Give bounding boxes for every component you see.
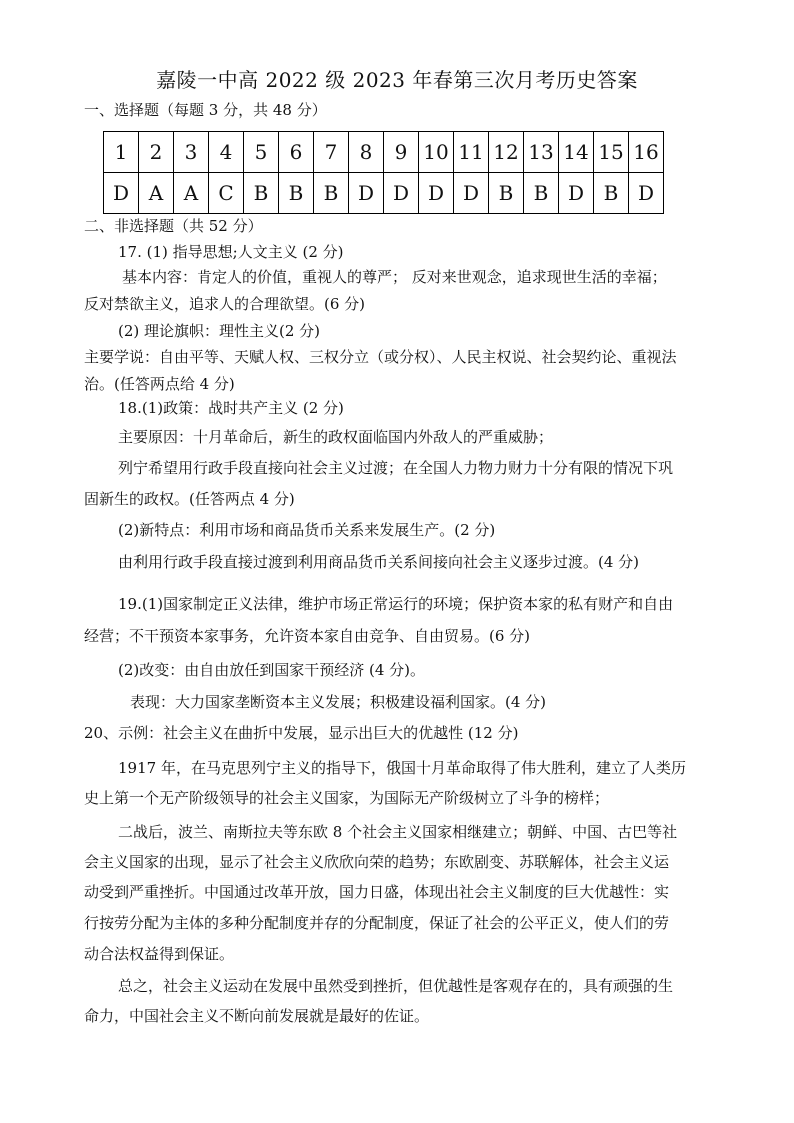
answer-cell: B — [594, 173, 629, 214]
answer-line: 二战后，波兰、南斯拉夫等东欧 8 个社会主义国家相继建立；朝鲜、中国、古巴等社 — [118, 823, 678, 841]
answer-line: 动合法权益得到保证。 — [84, 945, 235, 963]
answer-cell: D — [349, 173, 384, 214]
answer-line: 主要学说：自由平等、天赋人权、三权分立（或分权）、人民主权说、社会契约论、重视法 — [84, 348, 677, 366]
answer-cell: D — [384, 173, 419, 214]
answer-cell: D — [559, 173, 594, 214]
section-essay-heading: 二、非选择题（共 52 分） — [84, 217, 263, 235]
answer-cell: B — [279, 173, 314, 214]
answer-cell: D — [419, 173, 454, 214]
answer-cell: D — [454, 173, 489, 214]
answer-cell: D — [629, 173, 664, 214]
page-title: 嘉陵一中高 2022 级 2023 年春第三次月考历史答案 — [156, 68, 638, 92]
answer-cell: A — [139, 173, 174, 214]
answer-line: 表现：大力国家垄断资本主义发展；积极建设福利国家。(4 分) — [130, 693, 547, 711]
answer-line: 反对禁欲主义，追求人的合理欲望。(6 分) — [84, 295, 366, 313]
question-number-cell: 7 — [314, 132, 349, 173]
question-number-cell: 13 — [524, 132, 559, 173]
answer-line: 18.(1)政策：战时共产主义 (2 分) — [118, 399, 344, 417]
question-number-cell: 15 — [594, 132, 629, 173]
answer-line: (2)改变：由自由放任到国家干预经济 (4 分)。 — [118, 661, 426, 679]
answer-line: 固新生的政权。(任答两点 4 分) — [84, 490, 295, 508]
question-number-cell: 16 — [629, 132, 664, 173]
question-number-cell: 11 — [454, 132, 489, 173]
answer-cell: C — [209, 173, 244, 214]
answer-cell: A — [174, 173, 209, 214]
answer-cell: B — [489, 173, 524, 214]
question-number-cell: 4 — [209, 132, 244, 173]
question-number-cell: 2 — [139, 132, 174, 173]
question-number-cell: 10 — [419, 132, 454, 173]
answer-line: 治。(任答两点给 4 分) — [84, 375, 235, 393]
answer-cell: B — [314, 173, 349, 214]
answer-line: (2)新特点：利用市场和商品货币关系来发展生产。(2 分) — [118, 521, 496, 539]
answer-line: 由利用行政手段直接过渡到利用商品货币关系间接向社会主义逐步过渡。(4 分) — [118, 553, 640, 571]
question-number-cell: 14 — [559, 132, 594, 173]
question-number-cell: 8 — [349, 132, 384, 173]
answer-cell: B — [524, 173, 559, 214]
answer-line: 动受到严重挫折。中国通过改革开放，国力日盛，体现出社会主义制度的巨大优越性：实 — [84, 883, 670, 901]
answer-line: 19.(1)国家制定正义法律，维护市场正常运行的环境；保护资本家的私有财产和自由 — [118, 595, 674, 613]
question-number-row — [104, 132, 664, 173]
answer-line: (2) 理论旗帜：理性主义(2 分) — [118, 322, 321, 340]
answer-cell: D — [104, 173, 139, 214]
question-number-cell: 12 — [489, 132, 524, 173]
answer-line: 行按劳分配为主体的多种分配制度并存的分配制度，保证了社会的公平正义，使人们的劳 — [84, 914, 670, 932]
answer-cell: B — [244, 173, 279, 214]
answer-row — [104, 173, 664, 214]
answer-line: 史上第一个无产阶级领导的社会主义国家，为国际无产阶级树立了斗争的榜样； — [84, 789, 610, 807]
answer-line: 经营；不干预资本家事务，允许资本家自由竞争、自由贸易。(6 分) — [84, 627, 531, 645]
answer-line: 17. (1) 指导思想;人文主义 (2 分) — [118, 243, 344, 261]
answer-line: 20、示例：社会主义在曲折中发展，显示出巨大的优越性 (12 分) — [84, 724, 519, 742]
answer-line: 主要原因：十月革命后，新生的政权面临国内外敌人的严重威胁； — [118, 428, 554, 446]
answer-line: 列宁希望用行政手段直接向社会主义过渡；在全国人力物力财力十分有限的情况下巩 — [118, 459, 674, 477]
question-number-cell: 6 — [279, 132, 314, 173]
question-number-cell: 1 — [104, 132, 139, 173]
question-number-cell: 3 — [174, 132, 209, 173]
answer-line: 基本内容：肯定人的价值，重视人的尊严； 反对来世观念，追求现世生活的幸福； — [122, 268, 667, 286]
question-number-cell: 9 — [384, 132, 419, 173]
answer-key-table — [103, 131, 664, 214]
answer-line: 1917 年，在马克思列宁主义的指导下，俄国十月革命取得了伟大胜利，建立了人类历 — [118, 759, 686, 777]
section-multiple-choice-heading: 一、选择题（每题 3 分，共 48 分） — [84, 101, 327, 119]
question-number-cell: 5 — [244, 132, 279, 173]
answer-line: 命力，中国社会主义不断向前发展就是最好的佐证。 — [84, 1007, 430, 1025]
answer-line: 会主义国家的出现，显示了社会主义欣欣向荣的趋势；东欧剧变、苏联解体，社会主义运 — [84, 853, 670, 871]
answer-line: 总之，社会主义运动在发展中虽然受到挫折，但优越性是客观存在的，具有顽强的生 — [118, 977, 674, 995]
